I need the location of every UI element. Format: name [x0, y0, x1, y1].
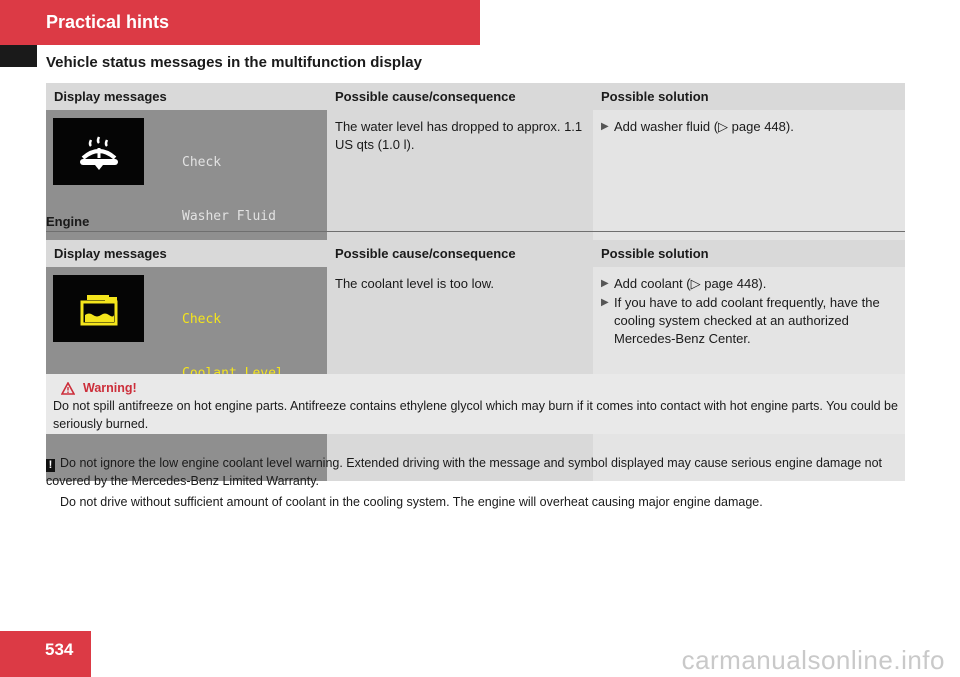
arrow-bullet-icon: ▶	[601, 297, 609, 308]
header-display-messages: Display messages	[46, 240, 327, 267]
solution-text: Add washer fluid (▷ page 448).	[614, 119, 794, 134]
header-possible-solution: Possible solution	[593, 240, 905, 267]
cause-cell: The water level has dropped to approx. 1.1 US qts (1.0 l).	[327, 110, 593, 270]
header-title: Practical hints	[46, 12, 170, 32]
warning-triangle-icon	[61, 382, 75, 395]
arrow-bullet-icon: ▶	[601, 278, 609, 289]
solution-text: If you have to add coolant frequently, have the cooling system checked at an authorized Mercedes-Benz Center.	[614, 295, 880, 346]
watermark: carmanualsonline.info	[681, 645, 945, 675]
header-possible-cause: Possible cause/consequence	[327, 83, 593, 110]
header-tab-marker	[0, 45, 37, 67]
notice-text-secondary: Do not drive without sufficient amount of coolant in the cooling system. The engine will overheat causing major engine damage.	[60, 495, 763, 509]
engine-divider	[46, 231, 905, 232]
warning-title: Warning!	[83, 381, 137, 395]
notice-block	[46, 454, 908, 514]
header-display-messages: Display messages	[46, 83, 327, 110]
section-title: Vehicle status messages in the multifunction display	[46, 54, 422, 71]
header-possible-cause: Possible cause/consequence	[327, 240, 593, 267]
warning-heading	[53, 379, 898, 397]
coolant-level-icon	[53, 275, 144, 342]
notice-exclamation-icon: !	[46, 459, 55, 472]
display-text-line: Check	[182, 155, 222, 170]
warning-text: Do not spill antifreeze on hot engine parts. Antifreeze contains ethylene glycol which may burn if it comes into contact with hot engine parts. You could be seriously burned.	[53, 399, 898, 431]
header-bar	[0, 0, 480, 45]
header-possible-solution: Possible solution	[593, 83, 905, 110]
display-text-line: Washer Fluid	[182, 209, 276, 224]
cause-cell: The coolant level is too low.	[327, 267, 593, 481]
page-number: 534	[0, 631, 91, 677]
notice-text: Do not ignore the low engine coolant level warning. Extended driving with the message and symbol displayed may cause serious engine damage not covered by the Mercedes-Benz Limited Warranty.	[46, 456, 883, 488]
table-header-row	[46, 240, 905, 267]
warning-box	[46, 374, 905, 434]
washer-fluid-icon	[53, 118, 144, 185]
table-header-row	[46, 83, 905, 110]
arrow-bullet-icon: ▶	[601, 121, 609, 132]
display-text-line: Check	[182, 312, 222, 327]
coolant-message-table	[46, 240, 905, 481]
solution-text: Add coolant (▷ page 448).	[614, 276, 767, 291]
engine-heading: Engine	[46, 214, 90, 229]
